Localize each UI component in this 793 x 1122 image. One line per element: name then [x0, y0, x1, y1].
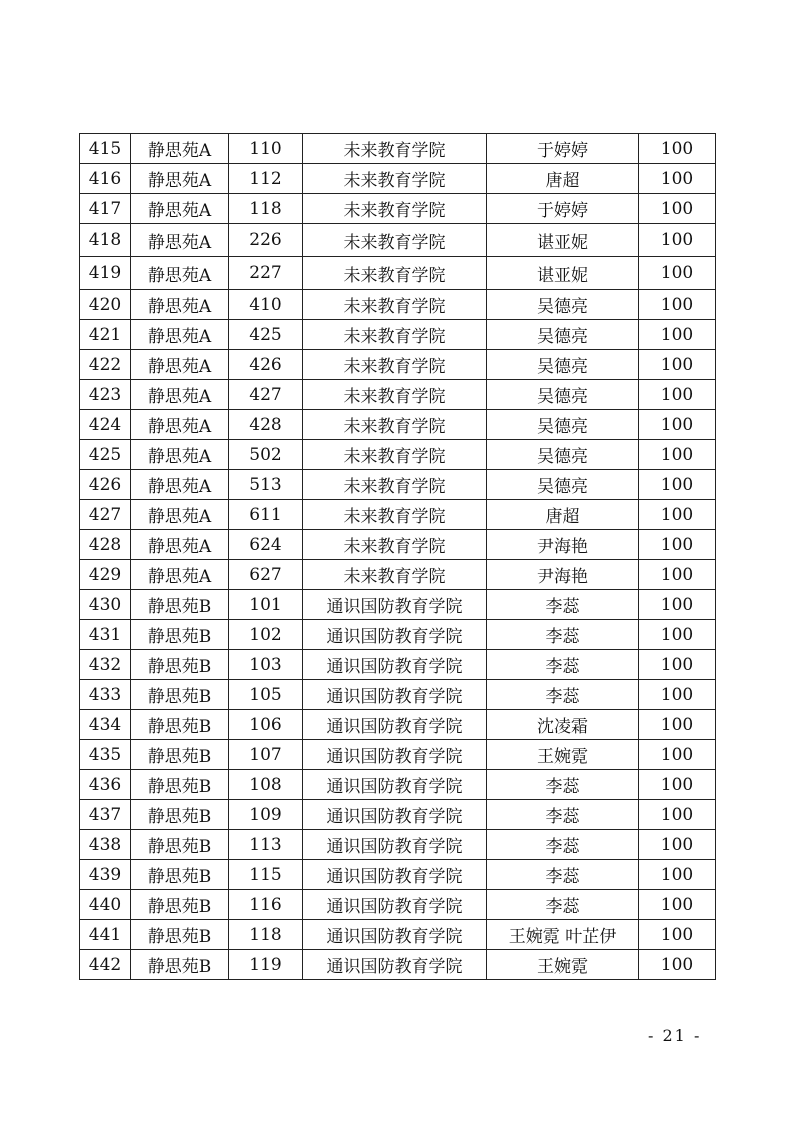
room-number-cell: 115 [229, 860, 303, 890]
building-cell: 静思苑B [131, 890, 229, 920]
building-cell: 静思苑A [131, 290, 229, 320]
table-row [80, 134, 716, 164]
score-cell: 100 [639, 194, 716, 224]
building-cell: 静思苑A [131, 350, 229, 380]
score-cell: 100 [639, 650, 716, 680]
building-cell: 静思苑B [131, 770, 229, 800]
room-number-cell: 118 [229, 920, 303, 950]
table-row [80, 710, 716, 740]
person-in-charge-cell: 王婉霓 [487, 740, 639, 770]
person-in-charge-cell: 李蕊 [487, 800, 639, 830]
person-in-charge-cell: 吴德亮 [487, 380, 639, 410]
score-cell: 100 [639, 440, 716, 470]
college-cell: 通识国防教育学院 [303, 680, 487, 710]
person-in-charge-cell: 李蕊 [487, 860, 639, 890]
college-cell: 通识国防教育学院 [303, 620, 487, 650]
person-in-charge-cell: 吴德亮 [487, 350, 639, 380]
room-number-cell: 427 [229, 380, 303, 410]
table-row [80, 320, 716, 350]
score-cell: 100 [639, 920, 716, 950]
person-in-charge-cell: 李蕊 [487, 680, 639, 710]
person-in-charge-cell: 谌亚妮 [487, 257, 639, 290]
row-number-cell: 415 [80, 134, 131, 164]
table-row [80, 650, 716, 680]
room-number-cell: 102 [229, 620, 303, 650]
table-row [80, 920, 716, 950]
table-row [80, 890, 716, 920]
building-cell: 静思苑A [131, 410, 229, 440]
college-cell: 未来教育学院 [303, 380, 487, 410]
score-cell: 100 [639, 500, 716, 530]
row-number-cell: 442 [80, 950, 131, 980]
person-in-charge-cell: 李蕊 [487, 890, 639, 920]
table-row [80, 740, 716, 770]
row-number-cell: 434 [80, 710, 131, 740]
table-row [80, 770, 716, 800]
row-number-cell: 421 [80, 320, 131, 350]
room-number-cell: 113 [229, 830, 303, 860]
table-row [80, 530, 716, 560]
college-cell: 未来教育学院 [303, 134, 487, 164]
room-number-cell: 103 [229, 650, 303, 680]
score-cell: 100 [639, 164, 716, 194]
table-row [80, 350, 716, 380]
row-number-cell: 429 [80, 560, 131, 590]
row-number-cell: 418 [80, 224, 131, 257]
college-cell: 通识国防教育学院 [303, 740, 487, 770]
score-cell: 100 [639, 134, 716, 164]
person-in-charge-cell: 尹海艳 [487, 530, 639, 560]
building-cell: 静思苑A [131, 257, 229, 290]
room-number-cell: 105 [229, 680, 303, 710]
person-in-charge-cell: 唐超 [487, 500, 639, 530]
score-cell: 100 [639, 590, 716, 620]
building-cell: 静思苑B [131, 830, 229, 860]
score-cell: 100 [639, 770, 716, 800]
building-cell: 静思苑A [131, 530, 229, 560]
college-cell: 未来教育学院 [303, 560, 487, 590]
room-number-cell: 119 [229, 950, 303, 980]
score-cell: 100 [639, 890, 716, 920]
table-row [80, 257, 716, 290]
score-cell: 100 [639, 800, 716, 830]
building-cell: 静思苑A [131, 224, 229, 257]
college-cell: 通识国防教育学院 [303, 860, 487, 890]
score-cell: 100 [639, 470, 716, 500]
person-in-charge-cell: 李蕊 [487, 830, 639, 860]
person-in-charge-cell: 唐超 [487, 164, 639, 194]
table-row [80, 224, 716, 257]
college-cell: 未来教育学院 [303, 530, 487, 560]
room-number-cell: 108 [229, 770, 303, 800]
college-cell: 未来教育学院 [303, 470, 487, 500]
room-number-cell: 410 [229, 290, 303, 320]
person-in-charge-cell: 于婷婷 [487, 194, 639, 224]
row-number-cell: 417 [80, 194, 131, 224]
building-cell: 静思苑B [131, 860, 229, 890]
college-cell: 通识国防教育学院 [303, 830, 487, 860]
table-body [80, 134, 716, 980]
score-cell: 100 [639, 224, 716, 257]
building-cell: 静思苑B [131, 620, 229, 650]
table-row [80, 830, 716, 860]
row-number-cell: 437 [80, 800, 131, 830]
college-cell: 未来教育学院 [303, 164, 487, 194]
room-number-cell: 426 [229, 350, 303, 380]
score-cell: 100 [639, 560, 716, 590]
building-cell: 静思苑B [131, 800, 229, 830]
row-number-cell: 425 [80, 440, 131, 470]
table-row [80, 164, 716, 194]
room-number-cell: 513 [229, 470, 303, 500]
room-number-cell: 624 [229, 530, 303, 560]
person-in-charge-cell: 吴德亮 [487, 320, 639, 350]
college-cell: 未来教育学院 [303, 500, 487, 530]
building-cell: 静思苑B [131, 650, 229, 680]
room-number-cell: 226 [229, 224, 303, 257]
table-row [80, 950, 716, 980]
person-in-charge-cell: 李蕊 [487, 650, 639, 680]
person-in-charge-cell: 吴德亮 [487, 440, 639, 470]
score-cell: 100 [639, 830, 716, 860]
row-number-cell: 438 [80, 830, 131, 860]
row-number-cell: 431 [80, 620, 131, 650]
college-cell: 未来教育学院 [303, 224, 487, 257]
room-number-cell: 118 [229, 194, 303, 224]
person-in-charge-cell: 沈凌霜 [487, 710, 639, 740]
table-row [80, 860, 716, 890]
table-row [80, 560, 716, 590]
page-number: - 21 - [648, 1026, 702, 1045]
room-number-cell: 107 [229, 740, 303, 770]
score-cell: 100 [639, 530, 716, 560]
row-number-cell: 430 [80, 590, 131, 620]
score-cell: 100 [639, 860, 716, 890]
score-cell: 100 [639, 257, 716, 290]
table-row [80, 590, 716, 620]
row-number-cell: 419 [80, 257, 131, 290]
room-number-cell: 611 [229, 500, 303, 530]
college-cell: 通识国防教育学院 [303, 770, 487, 800]
table-row [80, 380, 716, 410]
building-cell: 静思苑B [131, 950, 229, 980]
table-row [80, 470, 716, 500]
person-in-charge-cell: 吴德亮 [487, 410, 639, 440]
score-cell: 100 [639, 290, 716, 320]
person-in-charge-cell: 吴德亮 [487, 470, 639, 500]
score-cell: 100 [639, 380, 716, 410]
college-cell: 通识国防教育学院 [303, 710, 487, 740]
person-in-charge-cell: 吴德亮 [487, 290, 639, 320]
row-number-cell: 433 [80, 680, 131, 710]
college-cell: 未来教育学院 [303, 350, 487, 380]
table-row [80, 500, 716, 530]
row-number-cell: 416 [80, 164, 131, 194]
score-cell: 100 [639, 620, 716, 650]
building-cell: 静思苑B [131, 710, 229, 740]
college-cell: 通识国防教育学院 [303, 950, 487, 980]
college-cell: 未来教育学院 [303, 257, 487, 290]
room-number-cell: 502 [229, 440, 303, 470]
building-cell: 静思苑A [131, 134, 229, 164]
person-in-charge-cell: 李蕊 [487, 590, 639, 620]
row-number-cell: 441 [80, 920, 131, 950]
college-cell: 通识国防教育学院 [303, 800, 487, 830]
table-row [80, 410, 716, 440]
row-number-cell: 436 [80, 770, 131, 800]
row-number-cell: 420 [80, 290, 131, 320]
college-cell: 通识国防教育学院 [303, 650, 487, 680]
row-number-cell: 439 [80, 860, 131, 890]
row-number-cell: 432 [80, 650, 131, 680]
row-number-cell: 422 [80, 350, 131, 380]
college-cell: 未来教育学院 [303, 410, 487, 440]
room-number-cell: 106 [229, 710, 303, 740]
person-in-charge-cell: 王婉霓 叶芷伊 [487, 920, 639, 950]
building-cell: 静思苑A [131, 440, 229, 470]
table-row [80, 290, 716, 320]
table-row [80, 800, 716, 830]
building-cell: 静思苑A [131, 164, 229, 194]
room-number-cell: 116 [229, 890, 303, 920]
score-cell: 100 [639, 410, 716, 440]
person-in-charge-cell: 于婷婷 [487, 134, 639, 164]
score-cell: 100 [639, 320, 716, 350]
row-number-cell: 435 [80, 740, 131, 770]
building-cell: 静思苑A [131, 560, 229, 590]
row-number-cell: 423 [80, 380, 131, 410]
building-cell: 静思苑A [131, 470, 229, 500]
score-cell: 100 [639, 740, 716, 770]
person-in-charge-cell: 王婉霓 [487, 950, 639, 980]
room-number-cell: 112 [229, 164, 303, 194]
table-row [80, 620, 716, 650]
building-cell: 静思苑B [131, 920, 229, 950]
building-cell: 静思苑A [131, 500, 229, 530]
score-cell: 100 [639, 680, 716, 710]
college-cell: 未来教育学院 [303, 440, 487, 470]
building-cell: 静思苑A [131, 194, 229, 224]
score-cell: 100 [639, 350, 716, 380]
person-in-charge-cell: 谌亚妮 [487, 224, 639, 257]
table-row [80, 440, 716, 470]
person-in-charge-cell: 尹海艳 [487, 560, 639, 590]
person-in-charge-cell: 李蕊 [487, 770, 639, 800]
building-cell: 静思苑A [131, 380, 229, 410]
college-cell: 通识国防教育学院 [303, 920, 487, 950]
room-number-cell: 425 [229, 320, 303, 350]
college-cell: 未来教育学院 [303, 320, 487, 350]
room-number-cell: 227 [229, 257, 303, 290]
room-number-cell: 101 [229, 590, 303, 620]
college-cell: 未来教育学院 [303, 194, 487, 224]
row-number-cell: 424 [80, 410, 131, 440]
building-cell: 静思苑B [131, 680, 229, 710]
room-number-cell: 627 [229, 560, 303, 590]
room-number-cell: 428 [229, 410, 303, 440]
score-cell: 100 [639, 710, 716, 740]
building-cell: 静思苑A [131, 320, 229, 350]
table-row [80, 680, 716, 710]
building-cell: 静思苑B [131, 590, 229, 620]
row-number-cell: 428 [80, 530, 131, 560]
college-cell: 通识国防教育学院 [303, 590, 487, 620]
person-in-charge-cell: 李蕊 [487, 620, 639, 650]
room-number-cell: 109 [229, 800, 303, 830]
table-row [80, 194, 716, 224]
row-number-cell: 427 [80, 500, 131, 530]
dormitory-score-table [79, 133, 716, 980]
row-number-cell: 440 [80, 890, 131, 920]
college-cell: 未来教育学院 [303, 290, 487, 320]
college-cell: 通识国防教育学院 [303, 890, 487, 920]
row-number-cell: 426 [80, 470, 131, 500]
score-cell: 100 [639, 950, 716, 980]
building-cell: 静思苑B [131, 740, 229, 770]
room-number-cell: 110 [229, 134, 303, 164]
